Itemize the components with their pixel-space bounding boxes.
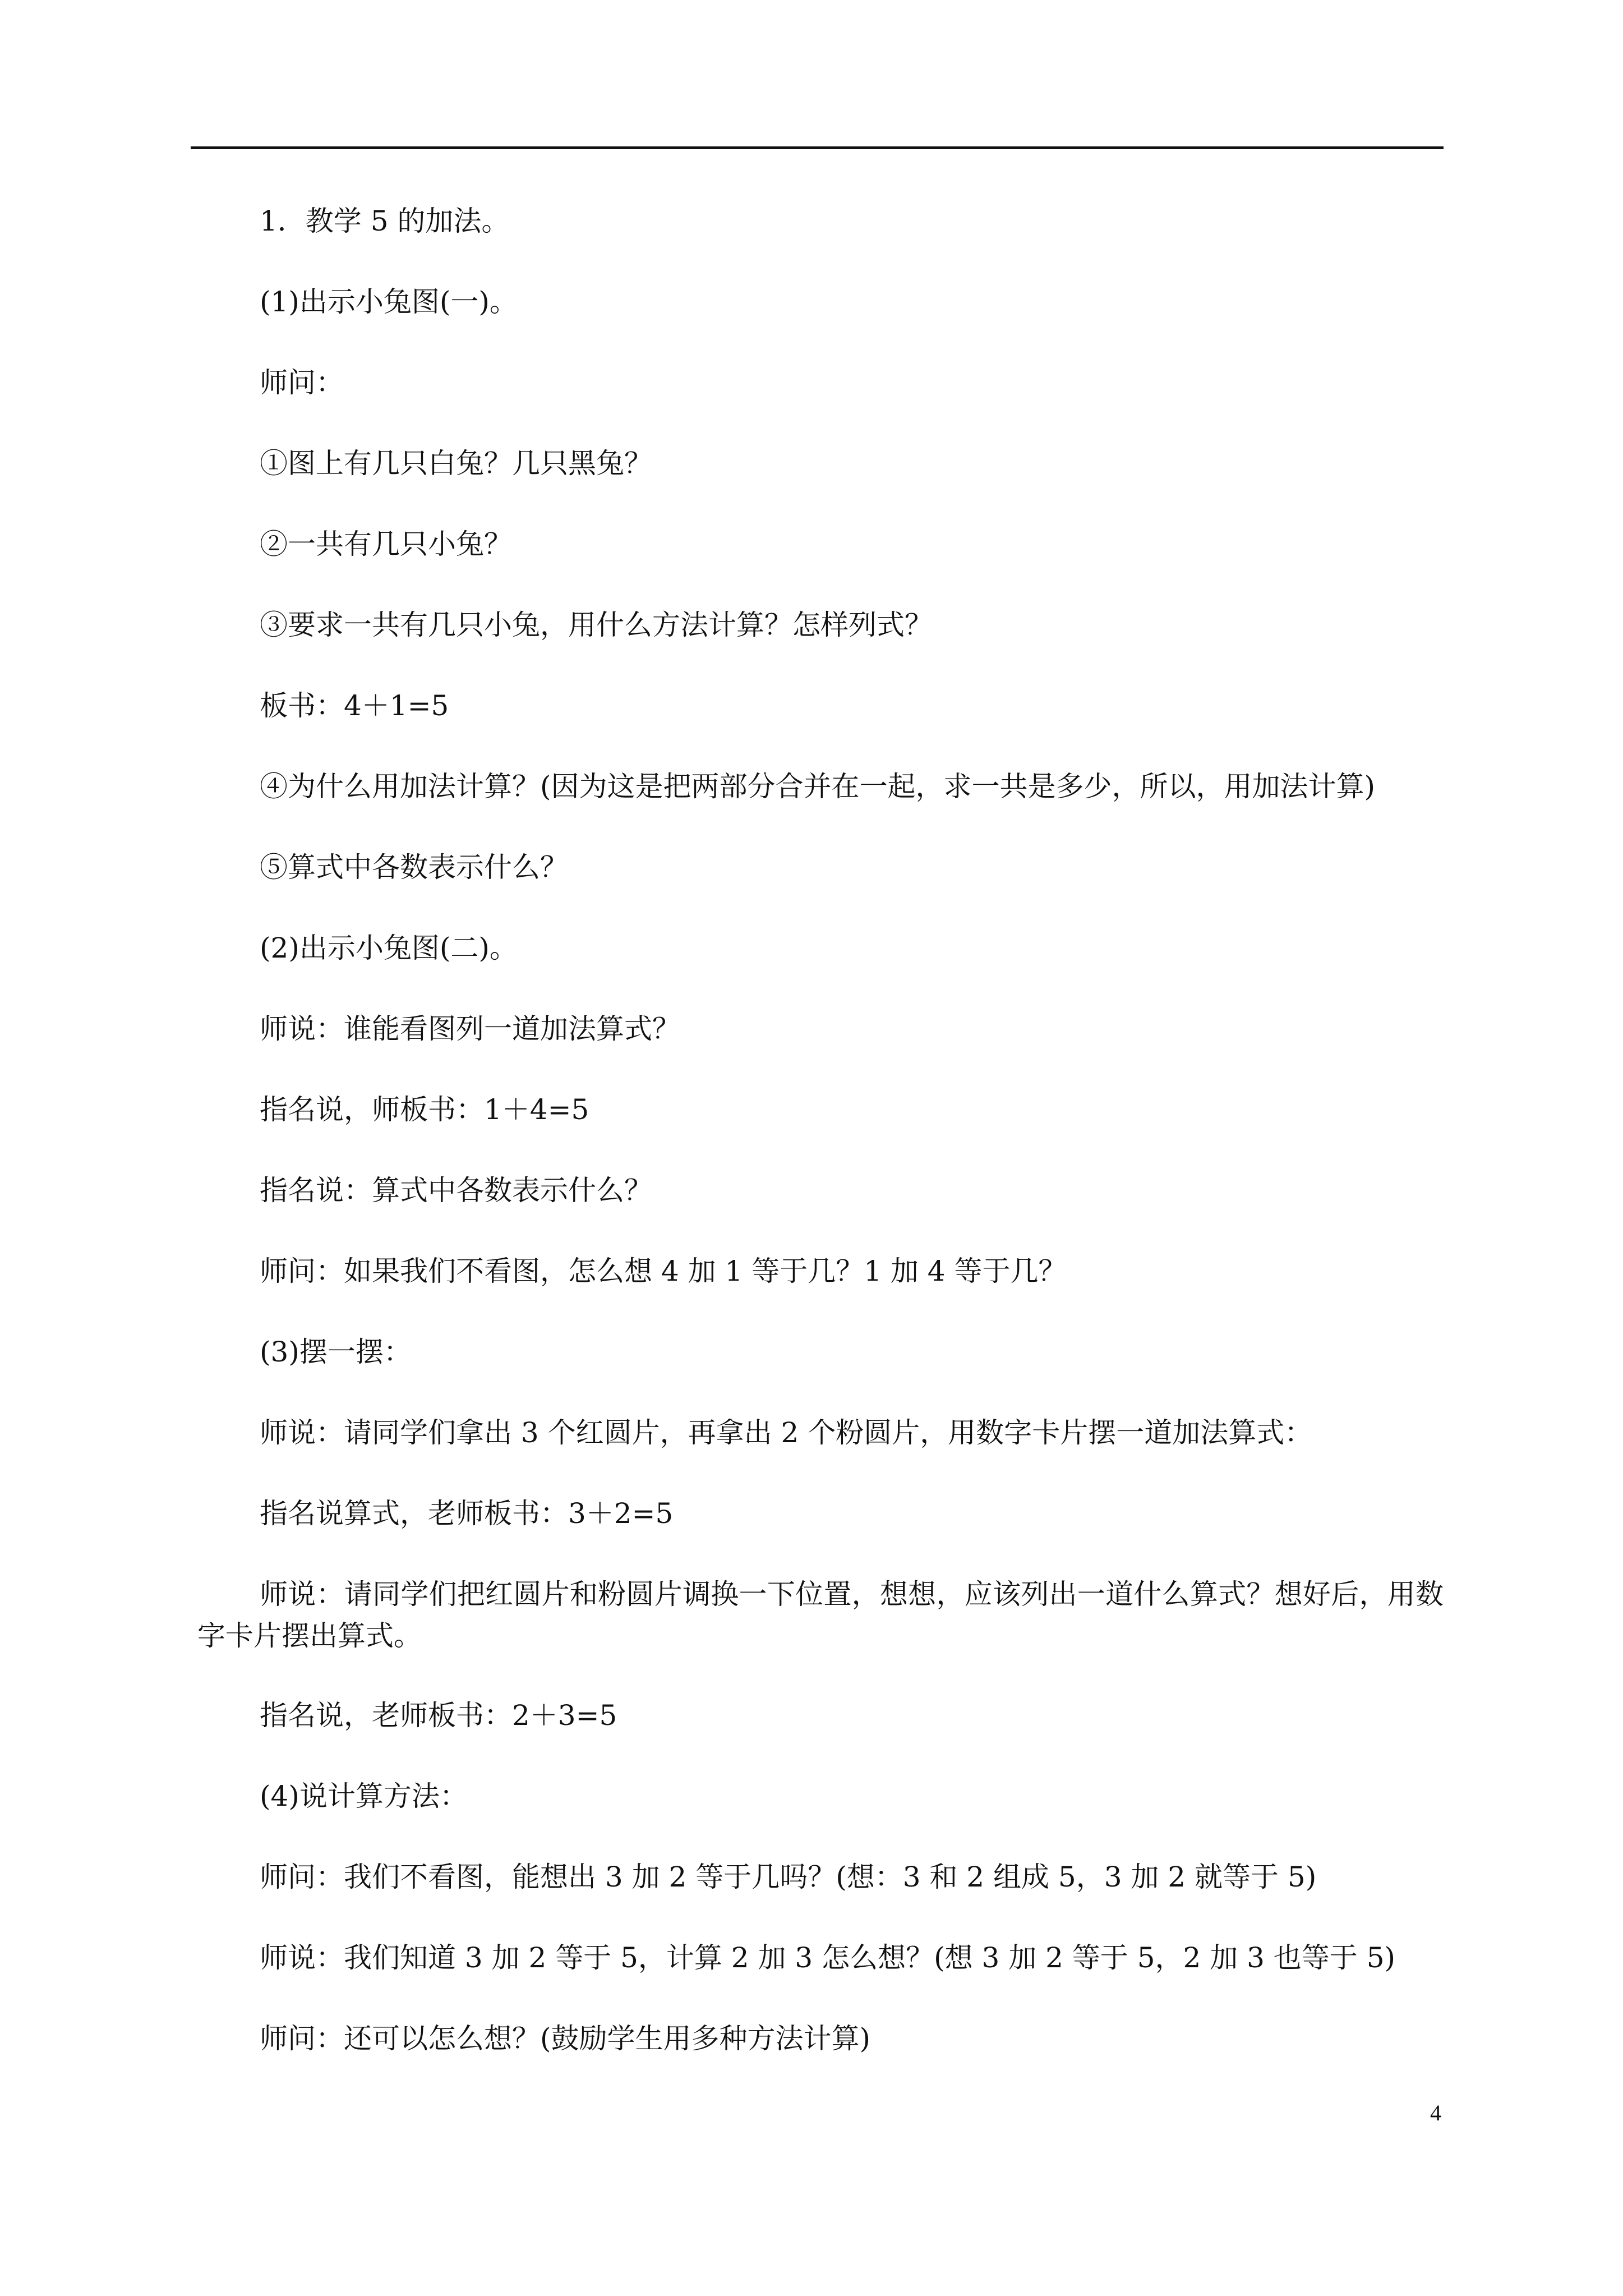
subsection-heading: (2)出示小兔图(二)。 [260, 932, 518, 964]
board-writing-line: 指名说，师板书：1＋4=5 [260, 1093, 589, 1126]
section-heading: 1．教学 5 的加法。 [260, 205, 510, 237]
question-line: ①图上有几只白兔？几只黑兔？ [260, 447, 652, 480]
board-writing-line: 板书：4＋1=5 [260, 689, 449, 722]
paragraph: 师说：请同学们把红圆片和粉圆片调换一下位置，想想，应该列出一道什么算式？想好后，用数字卡片摆出算式。 [197, 1578, 1444, 1652]
text-line: 师问： [260, 366, 344, 399]
question-line: ③要求一共有几只小兔，用什么方法计算？怎样列式？ [260, 609, 933, 641]
board-writing-line: 指名说，老师板书：2＋3=5 [260, 1699, 617, 1732]
subsection-heading: (3)摆一摆： [260, 1336, 412, 1368]
subsection-heading: (4)说计算方法： [260, 1780, 468, 1812]
text-line: 师问：如果我们不看图，怎么想 4 加 1 等于几？1 加 4 等于几？ [260, 1255, 1067, 1287]
question-line: ⑤算式中各数表示什么？ [260, 851, 568, 884]
text-line: 师问：我们不看图，能想出 3 加 2 等于几吗？(想：3 和 2 组成 5，3 加 2 就等于 5) [260, 1861, 1317, 1893]
text-line: 师说：请同学们拿出 3 个红圆片，再拿出 2 个粉圆片，用数字卡片摆一道加法算式： [260, 1416, 1313, 1449]
header-rule [191, 146, 1444, 149]
text-line: 师说：我们知道 3 加 2 等于 5，计算 2 加 3 怎么想？(想 3 加 2 等于 5，2 加 3 也等于 5) [260, 1941, 1396, 1974]
question-line: ④为什么用加法计算？(因为这是把两部分合并在一起，求一共是多少，所以，用加法计算) [260, 770, 1376, 803]
board-writing-line: 指名说算式，老师板书：3＋2=5 [260, 1497, 674, 1530]
page-number: 4 [1430, 2100, 1441, 2125]
question-line: ②一共有几只小兔？ [260, 528, 512, 560]
text-line: 师说：谁能看图列一道加法算式？ [260, 1013, 680, 1045]
text-line: 指名说：算式中各数表示什么？ [260, 1174, 652, 1207]
subsection-heading: (1)出示小兔图(一)。 [260, 286, 518, 318]
text-line: 师问：还可以怎么想？(鼓励学生用多种方法计算) [260, 2022, 871, 2055]
